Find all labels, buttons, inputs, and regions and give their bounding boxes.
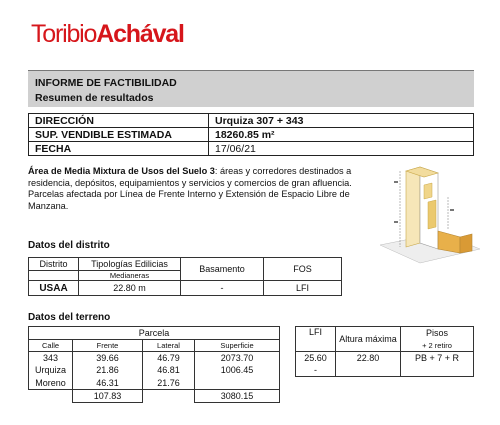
district-header-row: Distrito Tipologías Edilicias Basamento FOS bbox=[29, 258, 342, 271]
summary-row-area: SUP. VENDIBLE ESTIMADA 18260.85 m² bbox=[29, 128, 474, 142]
terrain-section-title: Datos del terreno bbox=[28, 312, 111, 323]
terrain-table bbox=[28, 326, 474, 403]
terrain-row-1: 343 39.66 46.79 2073.70 25.60 22.80 PB + 7 + R bbox=[29, 352, 474, 365]
building-volume-illustration bbox=[380, 157, 480, 272]
terrain-totals-row: 107.83 3080.15 bbox=[29, 389, 474, 402]
report-subtitle: Resumen de resultados bbox=[35, 92, 154, 104]
summary-row-date: FECHA 17/06/21 bbox=[29, 142, 474, 156]
district-table: Distrito Tipologías Edilicias Basamento FOS Medianeras USAA 22.80 m - LFI bbox=[28, 257, 342, 296]
terrain-row-2: Urquiza 21.86 46.81 1006.45 - bbox=[29, 364, 474, 377]
summary-row-address: DIRECCIÓN Urquiza 307 + 343 bbox=[29, 114, 474, 128]
summary-table bbox=[28, 113, 474, 156]
terrain-row-3: Moreno 46.31 21.76 bbox=[29, 377, 474, 390]
company-logo: ToribioAchával bbox=[31, 20, 184, 48]
district-data-row: USAA 22.80 m - LFI bbox=[29, 281, 342, 296]
terrain-subheader-row: Calle Frente Lateral Superficie + 2 retiro bbox=[29, 340, 474, 352]
terrain-header-row: Parcela LFI Altura máxima Pisos bbox=[29, 327, 474, 340]
report-header bbox=[28, 70, 474, 107]
district-section-title: Datos del distrito bbox=[28, 240, 110, 251]
report-title: INFORME DE FACTIBILIDAD bbox=[35, 77, 177, 89]
zoning-description: Área de Media Mixtura de Usos del Suelo 3: áreas y corredores destinados a residencia, depósitos, equipamientos y servicios y comercios de gran afluencia. Parcelas afectada por Línea de Frente Interno y Extensión de Espacio Libre de Manzana. bbox=[28, 166, 352, 212]
